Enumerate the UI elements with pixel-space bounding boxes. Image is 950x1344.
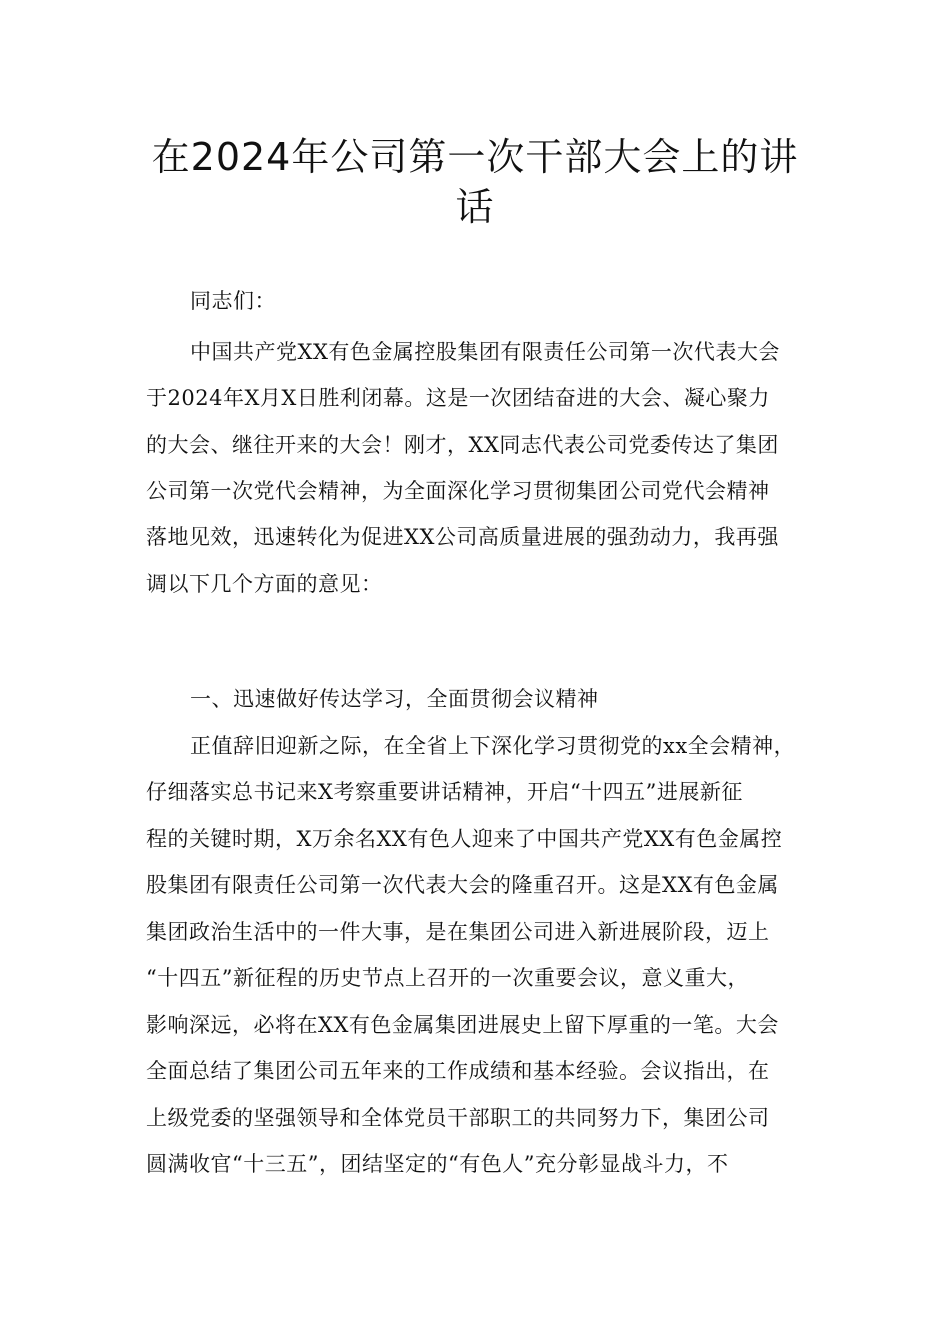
paragraph-line: 程的关键时期，X万余名XX有色人迎来了中国共产党XX有色金属控 [146,827,783,851]
paragraph-line: 股集团有限责任公司第一次代表大会的隆重召开。这是XX有色金属 [146,873,779,897]
paragraph-line: 于2024年X月X日胜利闭幕。这是一次团结奋进的大会、凝心聚力 [146,386,770,410]
paragraph-line: 的大会、继往开来的大会！刚才，XX同志代表公司党委传达了集团 [146,433,779,457]
paragraph-line: 中国共产党XX有色金属控股集团有限责任公司第一次代表大会 [190,340,780,364]
document-title-line-1: 在2024年公司第一次干部大会上的讲 [151,135,799,179]
document-title-line-2: 话 [455,185,495,229]
paragraph-line: 正值辞旧迎新之际，在全省上下深化学习贯彻党的xx全会精神， [190,734,796,758]
section-heading: 一、迅速做好传达学习，全面贯彻会议精神 [190,687,599,711]
paragraph-line: 圆满收官“十三五”，团结坚定的“有色人”充分彰显战斗力，不 [146,1152,729,1176]
paragraph-line: 落地见效，迅速转化为促进XX公司高质量进展的强劲动力，我再强 [146,525,779,549]
paragraph-line: 集团政治生活中的一件大事，是在集团公司进入新进展阶段，迈上 [146,920,770,944]
paragraph-line: 全面总结了集团公司五年来的工作成绩和基本经验。会议指出，在 [146,1059,770,1083]
paragraph-line: 上级党委的坚强领导和全体党员干部职工的共同努力下，集团公司 [146,1106,770,1130]
salutation: 同志们： [190,289,276,313]
paragraph-line: 公司第一次党代会精神，为全面深化学习贯彻集团公司党代会精神 [146,479,770,503]
paragraph-line: 仔细落实总书记来X考察重要讲话精神，开启“十四五”进展新征 [146,780,743,804]
paragraph-line: 影响深远，必将在XX有色金属集团进展史上留下厚重的一笔。大会 [146,1013,779,1037]
paragraph-line: 调以下几个方面的意见： [146,572,383,596]
paragraph-line: “十四五”新征程的历史节点上召开的一次重要会议，意义重大， [146,966,749,990]
